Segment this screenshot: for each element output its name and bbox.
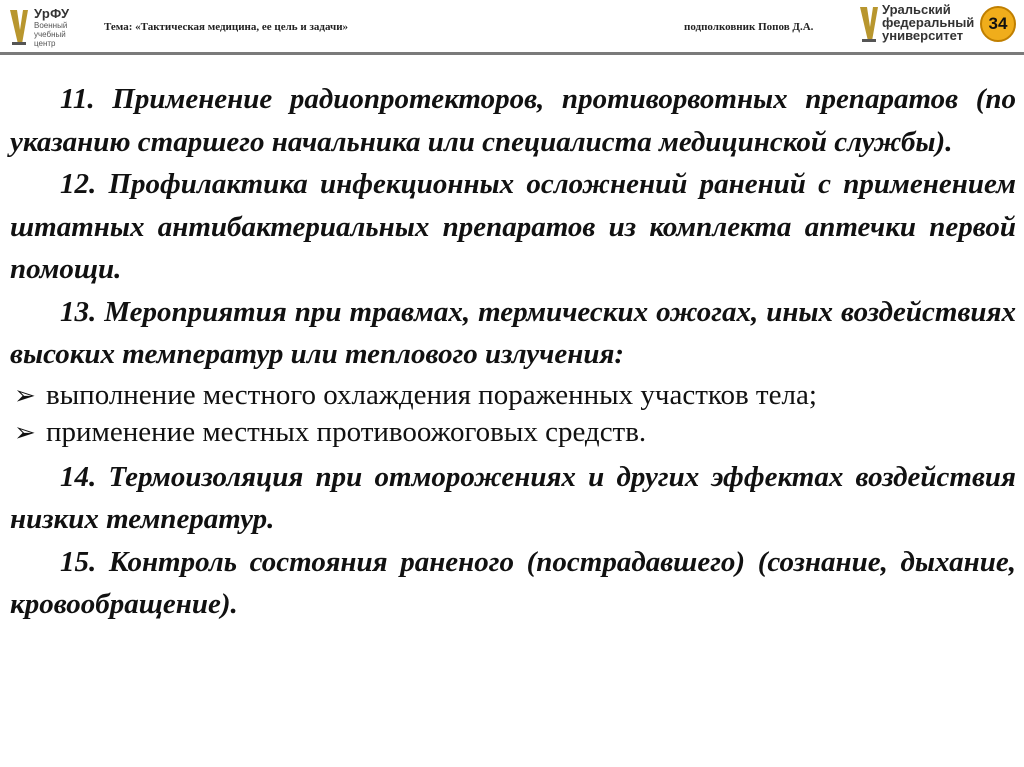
arrow-bullet-icon: ➢ [14, 417, 36, 447]
header-divider [0, 52, 1024, 55]
list-item-13: 13. Мероприятия при травмах, термических ожогах, иных воздействиях высоких температур или теплового излучения: [10, 295, 1016, 370]
slide-header [0, 0, 1024, 52]
slide-author: подполковник Попов Д.А. [684, 21, 814, 33]
list-item-11: 11. Применение радиопротекторов, противорвотных препаратов (по указанию старшего начальника или специалиста медицинской службы). [10, 83, 1016, 158]
bullet-text: применение местных противоожоговых средств. [46, 415, 647, 448]
slide-number-badge: 34 [980, 6, 1016, 42]
bullet-item [10, 415, 1016, 450]
university-name: Уральский федеральный университет [882, 2, 975, 43]
list-item-12: 12. Профилактика инфекционных осложнений ранений с применением штатных антибактериальных препаратов из комплекта аптечки первой помощи. [10, 168, 1016, 285]
bullet-item [10, 378, 1016, 413]
arrow-bullet-icon: ➢ [14, 380, 36, 410]
urfu-emblem-icon [8, 8, 30, 46]
logo-brand: УрФУ [34, 6, 70, 21]
slide-topic: Тема: «Тактическая медицина, ее цель и задачи» [104, 21, 349, 33]
logo-subtitle: Военный учебный центр [34, 21, 68, 48]
slide-body [10, 78, 1016, 626]
list-item-15: 15. Контроль состояния раненого (пострадавшего) (сознание, дыхание, кровообращение). [10, 545, 1016, 620]
urfu-military-center-logo [8, 6, 78, 50]
urfu-emblem-icon [858, 5, 880, 43]
urfu-university-logo [858, 2, 975, 47]
list-item-14: 14. Термоизоляция при отморожениях и других эффектах воздействия низких температур. [10, 460, 1016, 535]
bullet-text: выполнение местного охлаждения пораженных участков тела; [46, 378, 817, 411]
